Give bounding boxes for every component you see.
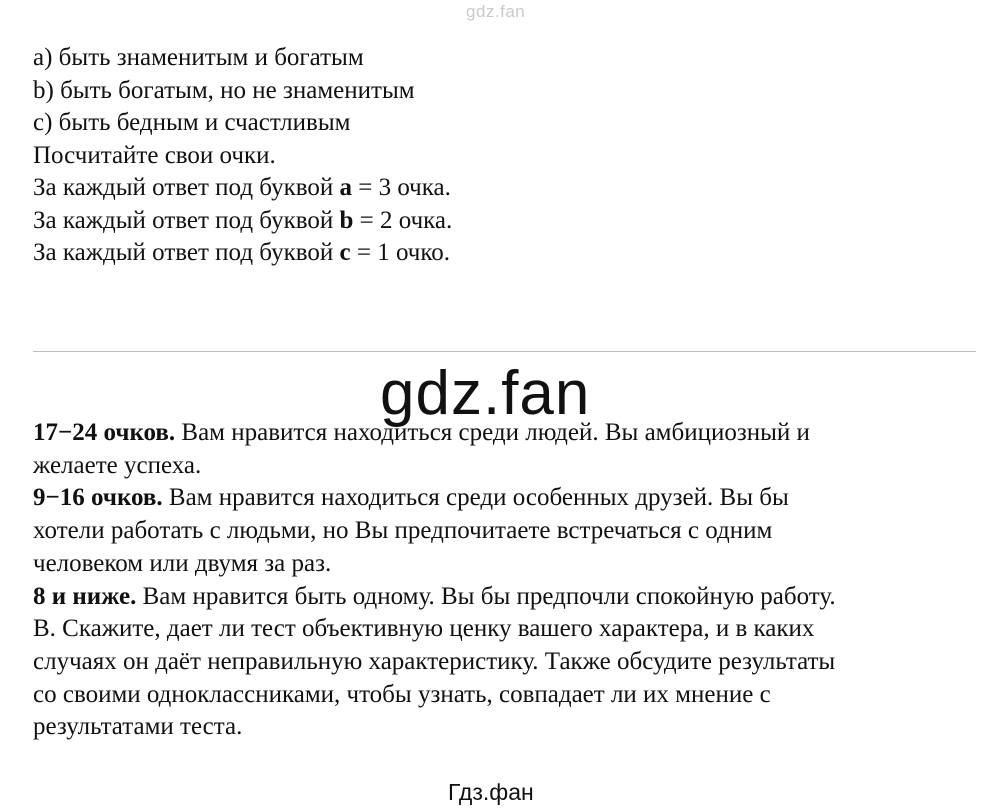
result-range-label: 9−16 очков. xyxy=(33,484,163,512)
result-9-16-line-1 xyxy=(33,482,983,515)
page-divider xyxy=(33,351,976,352)
score-rule-b xyxy=(33,205,983,238)
result-text: Вам нравится находиться среди людей. Вы амбициозный и xyxy=(175,419,810,446)
task-b-line-3: со своими одноклассниками, чтобы узнать, совпадает ли их мнение с xyxy=(33,680,771,708)
option-c: c) быть бедным и счастливым xyxy=(33,109,351,136)
results-block xyxy=(33,417,983,744)
result-9-16-line-3: человеком или двумя за раз. xyxy=(33,549,332,577)
watermark-bottom: Гдз.фан xyxy=(448,779,534,805)
score-rule-suffix: = 2 очка. xyxy=(353,206,453,234)
score-rule-prefix: За каждый ответ под буквой xyxy=(33,174,340,201)
score-intro: Посчитайте свои очки. xyxy=(33,141,276,169)
result-text: Вам нравится быть одному. Вы бы предпочли спокойную работу. xyxy=(136,582,836,610)
result-text: Вам нравится находиться среди особенных друзей. Вы бы xyxy=(162,484,789,512)
option-b: b) быть богатым, но не знаменитым xyxy=(33,76,415,104)
score-rule-letter: a xyxy=(339,174,352,201)
score-rule-prefix: За каждый ответ под буквой xyxy=(33,206,340,234)
task-b-line-2: случаях он даёт неправильную характеристику. Также обсудите результаты xyxy=(33,647,836,675)
score-rule-c xyxy=(33,237,983,270)
result-8-below-line-1 xyxy=(33,581,983,614)
task-b-line-1: B. Скажите, дает ли тест объективную ценку вашего характера, и в каких xyxy=(33,615,815,643)
result-range-label: 17−24 очков. xyxy=(33,419,176,446)
watermark-top: gdz.fan xyxy=(466,2,526,21)
score-rule-prefix: За каждый ответ под буквой xyxy=(33,239,340,266)
result-range-label: 8 и ниже. xyxy=(33,582,137,610)
result-17-24-line-2: желаете успеха. xyxy=(33,451,202,479)
score-rule-suffix: = 3 очка. xyxy=(351,174,451,201)
task-b-line-4: результатами теста. xyxy=(33,713,243,741)
option-a: a) быть знаменитым и богатым xyxy=(33,44,364,71)
result-17-24-line-1 xyxy=(33,417,983,450)
score-rule-letter: c xyxy=(339,239,351,266)
score-rule-letter: b xyxy=(339,206,354,234)
answer-options-block xyxy=(33,42,983,270)
watermark-center: gdz.fan xyxy=(380,359,591,428)
score-rule-suffix: = 1 очко. xyxy=(350,239,450,266)
result-9-16-line-2: хотели работать с людьми, но Вы предпочитаете встречаться с одним xyxy=(33,517,773,545)
score-rule-a xyxy=(33,172,983,205)
